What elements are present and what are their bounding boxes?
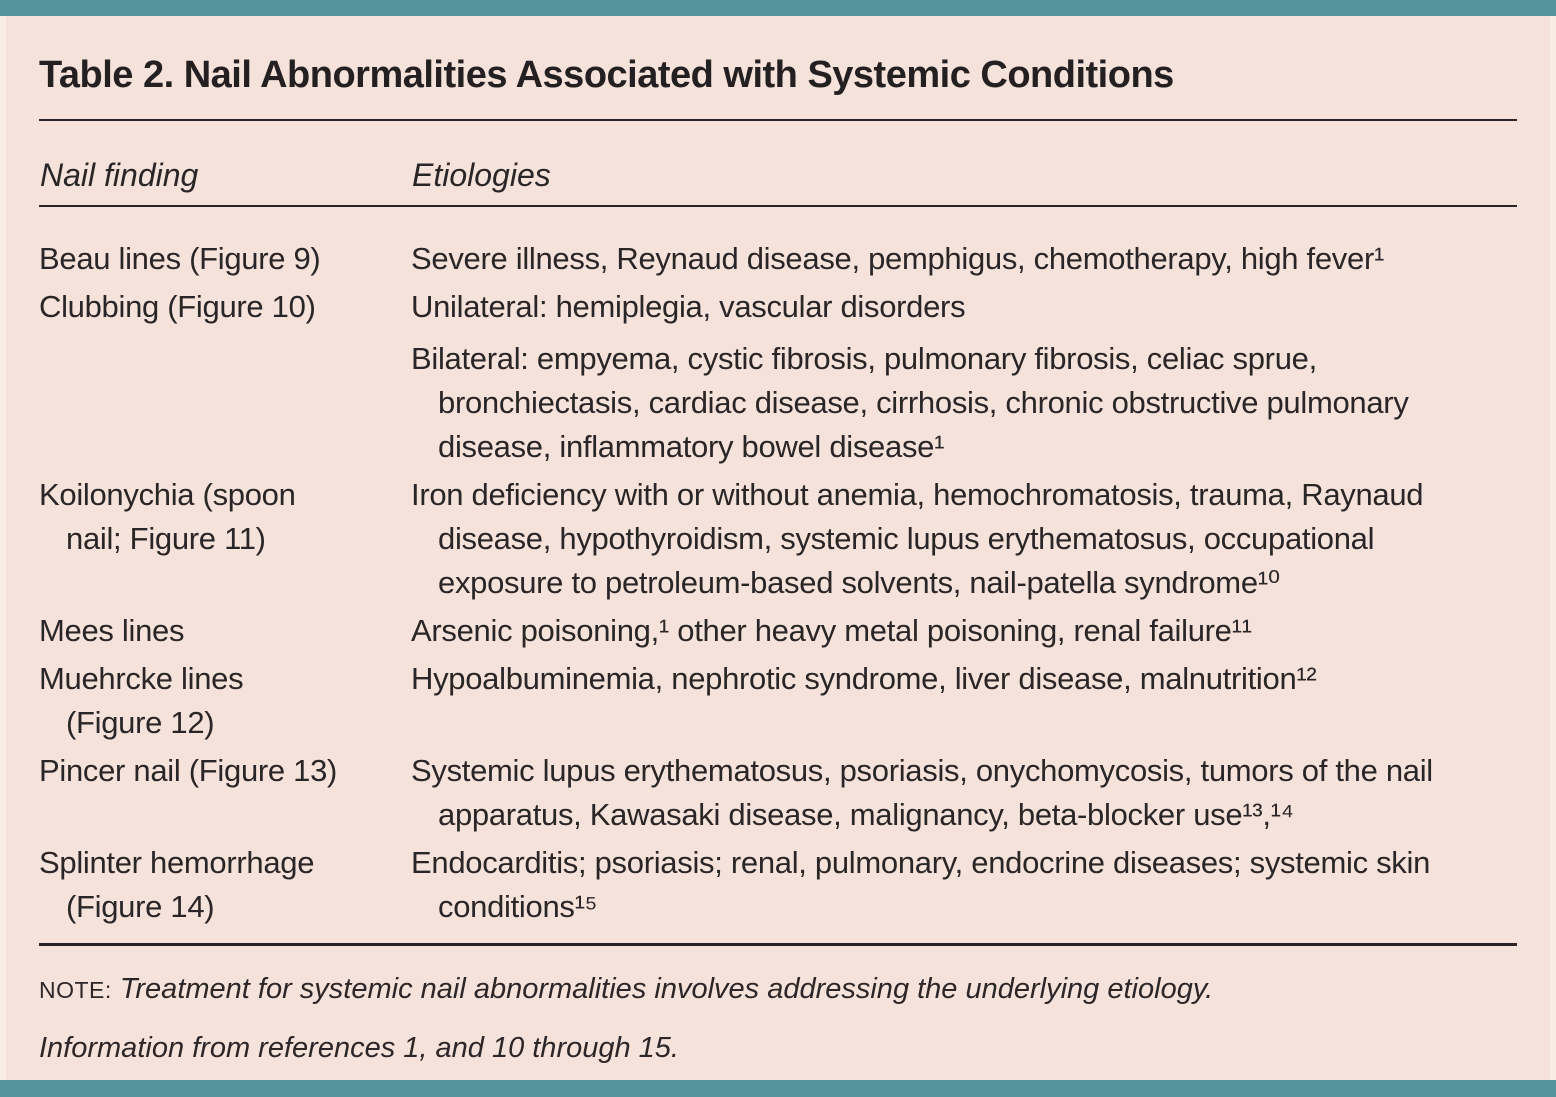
nail-finding-cell (39, 841, 411, 929)
etiologies-cell (411, 473, 1517, 605)
note-text (39, 972, 1517, 1007)
table-row (39, 657, 1517, 745)
etiology-text: Unilateral: hemiplegia, vascular disorders (411, 289, 966, 324)
table-bottom-rule (39, 943, 1517, 946)
etiology-text: disease, hypothyroidism, systemic lupus erythematosus, occupational (438, 521, 1375, 556)
column-header-nail-finding: Nail finding (40, 157, 199, 193)
table-row (39, 473, 1517, 605)
finding-text: Muehrcke lines (39, 661, 244, 696)
nail-finding-cell (39, 285, 411, 469)
table-notes (39, 972, 1517, 1065)
etiology-text: Iron deficiency with or without anemia, hemochromatosis, trauma, Raynaud (411, 477, 1424, 512)
finding-text: Clubbing (Figure 10) (39, 289, 316, 324)
finding-text: Pincer nail (Figure 13) (39, 753, 338, 788)
table-row (39, 285, 1517, 469)
nail-finding-cell (39, 609, 411, 653)
table-row (39, 237, 1517, 281)
etiology-text: Hypoalbuminemia, nephrotic syndrome, liver disease, malnutrition¹² (411, 661, 1317, 696)
etiology-text: Systemic lupus erythematosus, psoriasis, onychomycosis, tumors of the nail (411, 753, 1433, 788)
top-accent-bar (0, 0, 1556, 16)
finding-text: Koilonychia (spoon (39, 477, 296, 512)
etiology-paragraph (411, 657, 1517, 701)
etiology-paragraph (411, 609, 1517, 653)
table-row (39, 609, 1517, 653)
finding-text: (Figure 12) (66, 705, 215, 740)
table-header-row (39, 121, 1517, 205)
column-header-etiologies: Etiologies (412, 157, 551, 193)
table-row (39, 841, 1517, 929)
finding-text: Beau lines (Figure 9) (39, 241, 321, 276)
etiologies-cell (411, 237, 1517, 281)
bottom-accent-bar (0, 1080, 1556, 1097)
finding-text: Splinter hemorrhage (39, 845, 315, 880)
table-row (39, 749, 1517, 837)
etiologies-cell (411, 749, 1517, 837)
etiology-text: Endocarditis; psoriasis; renal, pulmonary, endocrine diseases; systemic skin (411, 845, 1431, 880)
note-source: Information from references 1, and 10 through 15. (39, 1032, 679, 1064)
etiology-text: Bilateral: empyema, cystic fibrosis, pulmonary fibrosis, celiac sprue, (411, 341, 1317, 376)
etiologies-cell (411, 657, 1517, 745)
etiology-paragraph (411, 841, 1517, 929)
etiology-text: bronchiectasis, cardiac disease, cirrhosis, chronic obstructive pulmonary (438, 385, 1409, 420)
etiology-text: Severe illness, Reynaud disease, pemphigus, chemotherapy, high fever¹ (411, 241, 1384, 276)
note-body: Treatment for systemic nail abnormalities involves addressing the underlying etiology. (111, 973, 1214, 1005)
etiology-text: apparatus, Kawasaki disease, malignancy, beta-blocker use¹³,¹⁴ (438, 797, 1294, 832)
etiology-paragraph (411, 337, 1517, 469)
nail-finding-cell (39, 237, 411, 281)
etiology-paragraph (411, 473, 1517, 605)
nail-finding-cell (39, 657, 411, 745)
etiologies-cell (411, 285, 1517, 469)
nail-finding-cell (39, 749, 411, 837)
etiology-text: disease, inflammatory bowel disease¹ (438, 429, 945, 464)
table-title: Table 2. Nail Abnormalities Associated with Systemic Conditions (39, 54, 1174, 96)
etiology-text: conditions¹⁵ (438, 889, 598, 924)
finding-text: (Figure 14) (66, 889, 215, 924)
finding-text: nail; Figure 11) (66, 521, 266, 556)
etiology-paragraph (411, 749, 1517, 837)
nail-finding-cell (39, 473, 411, 605)
etiology-text: exposure to petroleum-based solvents, nail-patella syndrome¹⁰ (438, 565, 1280, 600)
etiology-paragraph (411, 237, 1517, 281)
note-label: NOTE: (39, 977, 112, 1003)
etiology-text: Arsenic poisoning,¹ other heavy metal poisoning, renal failure¹¹ (411, 613, 1252, 648)
etiologies-cell (411, 609, 1517, 653)
finding-text: Mees lines (39, 613, 185, 648)
table-body (39, 237, 1517, 929)
etiologies-cell (411, 841, 1517, 929)
etiology-paragraph (411, 285, 1517, 329)
table-content (0, 16, 1556, 1065)
header-rule (39, 205, 1517, 207)
